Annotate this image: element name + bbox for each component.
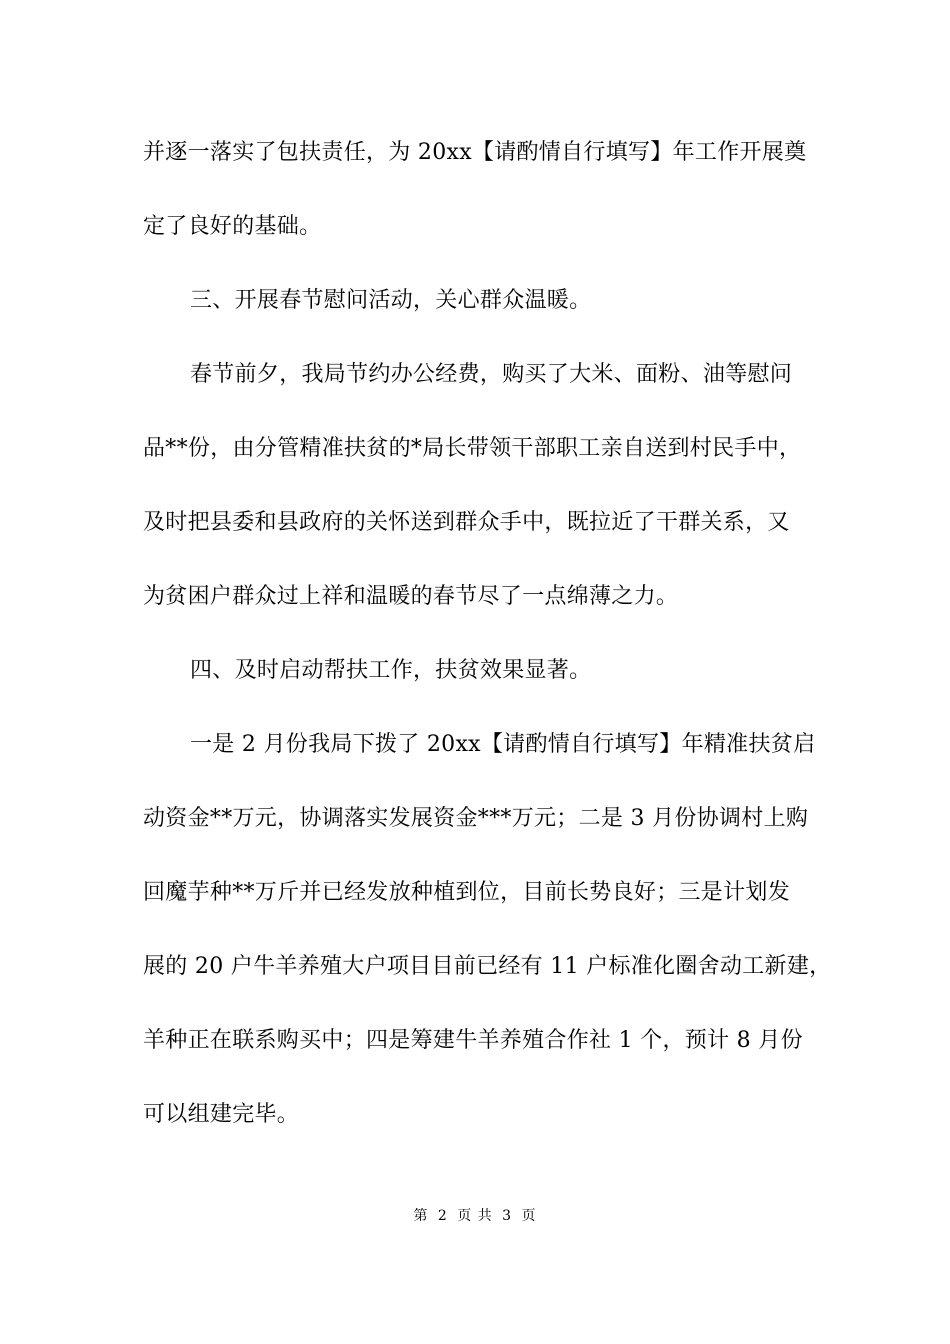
footer-total-pages: 3	[502, 1208, 513, 1224]
paragraph-line: 春节前夕，我局节约办公经费，购买了大米、面粉、油等慰问	[190, 362, 793, 387]
footer-current-page: 2	[437, 1208, 448, 1224]
footer-prefix: 第	[413, 1208, 429, 1224]
paragraph-line: 定了良好的基础。	[143, 214, 322, 239]
section-heading: 三、开展春节慰问活动，关心群众温暖。	[190, 288, 592, 313]
paragraph-line: 并逐一落实了包扶责任，为 20xx【请酌情自行填写】年工作开展奠	[143, 140, 807, 165]
footer-middle: 页 共	[457, 1208, 493, 1224]
paragraph-line: 品**份，由分管精准扶贫的*局长带领干部职工亲自送到村民手中，	[143, 436, 802, 461]
paragraph-line: 羊种正在联系购买中；四是筹建牛羊养殖合作社 1 个，预计 8 月份	[143, 1028, 803, 1053]
paragraph-line: 动资金**万元，协调落实发展资金***万元；二是 3 月份协调村上购	[143, 806, 809, 831]
section-heading: 四、及时启动帮扶工作，扶贫效果显著。	[190, 658, 592, 683]
paragraph-line: 一是 2 月份我局下拨了 20xx【请酌情自行填写】年精准扶贫启	[190, 732, 816, 757]
paragraph-line: 可以组建完毕。	[143, 1102, 300, 1127]
paragraph-line: 回魔芋种**万斤并已经发放种植到位，目前长势良好；三是计划发	[143, 880, 791, 905]
paragraph-line: 展的 20 户牛羊养殖大户项目目前已经有 11 户标准化圈舍动工新建，	[143, 954, 832, 979]
page-footer	[0, 1207, 950, 1225]
paragraph-line: 为贫困户群众过上祥和温暖的春节尽了一点绵薄之力。	[143, 584, 679, 609]
footer-suffix: 页	[521, 1208, 537, 1224]
paragraph-line: 及时把县委和县政府的关怀送到群众手中，既拉近了干群关系，又	[143, 510, 790, 535]
